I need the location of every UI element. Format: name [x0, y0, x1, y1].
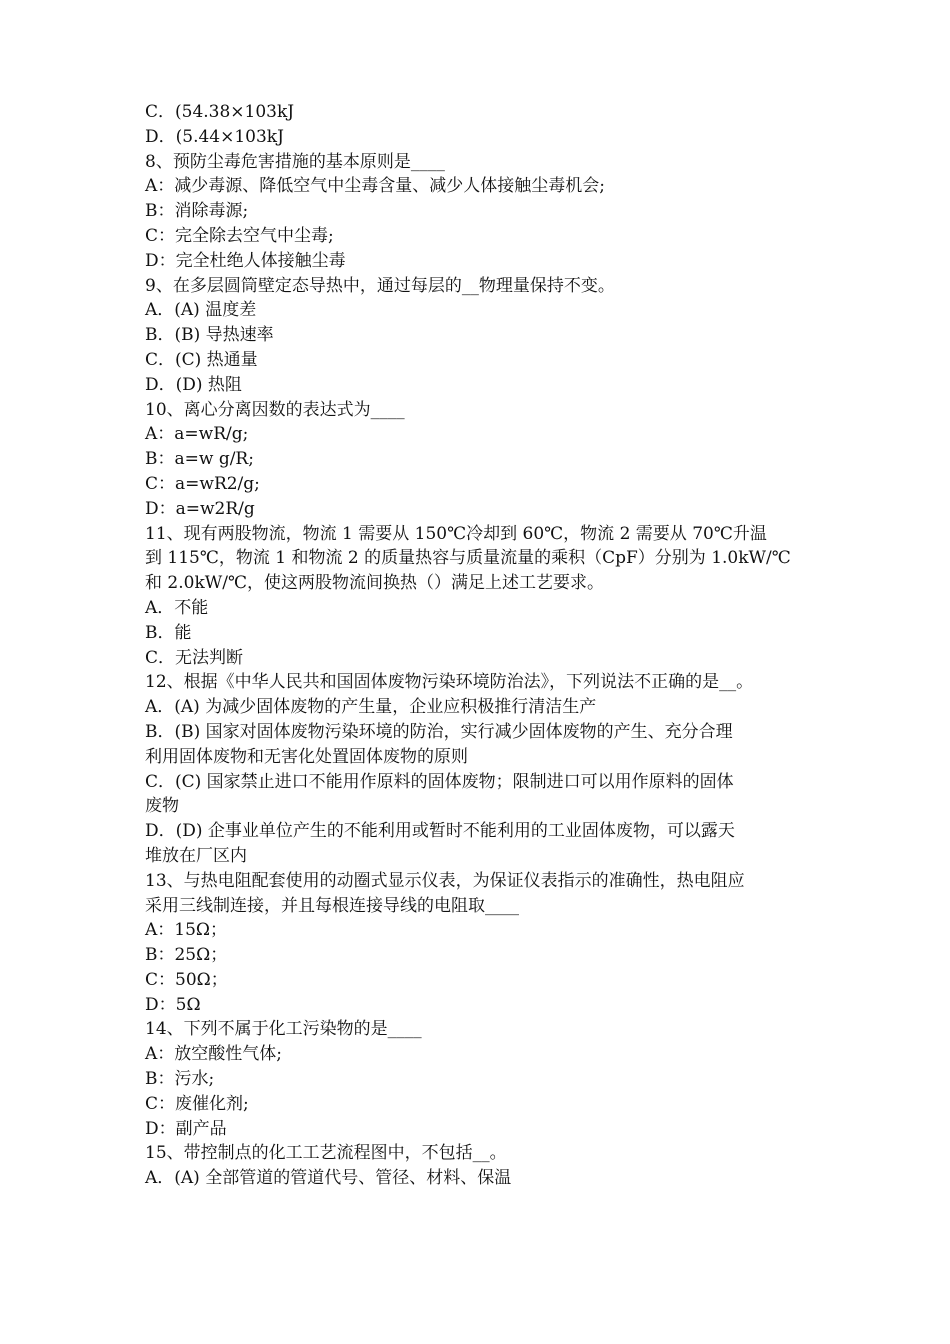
text-line: 和 2.0kW/℃，使这两股物流间换热（）满足上述工艺要求。 [145, 573, 604, 594]
text-line: D：5Ω [145, 994, 201, 1015]
text-line: D：a=w2R/g [145, 498, 255, 519]
text-line: C：50Ω； [145, 969, 228, 990]
text-line: 采用三线制连接，并且每根连接导线的电阻取____ [145, 895, 519, 916]
text-line: 15、带控制点的化工工艺流程图中，不包括__。 [145, 1143, 507, 1164]
text-line: 8、预防尘毒危害措施的基本原则是____ [145, 151, 445, 172]
text-line: C：a=wR2/g; [145, 473, 260, 494]
text-line: C．(54.38×103kJ [145, 102, 295, 122]
text-line: 9、在多层圆筒壁定态导热中，通过每层的__物理量保持不变。 [145, 275, 615, 296]
text-line: C．(C) 国家禁止进口不能用作原料的固体废物；限制进口可以用作原料的固体 [145, 771, 734, 792]
text-line: A：a=wR/g; [145, 424, 249, 445]
text-line: D：副产品 [145, 1118, 227, 1139]
text-line: A．(A) 全部管道的管道代号、管径、材料、保温 [145, 1168, 512, 1189]
text-line: B．(B) 国家对固体废物污染环境的防治，实行减少固体废物的产生、充分合理 [145, 721, 733, 742]
text-line: B．(B) 导热速率 [145, 325, 274, 346]
text-line: B：25Ω； [145, 945, 228, 966]
text-line: C．无法判断 [145, 647, 244, 668]
text-line: 12、根据《中华人民共和国固体废物污染环境防治法》，下列说法不正确的是__。 [145, 672, 754, 693]
text-line: C：完全除去空气中尘毒; [145, 225, 334, 246]
text-line: 废物 [145, 796, 179, 817]
text-line: C．(C) 热通量 [145, 349, 258, 370]
text-line: A．不能 [145, 597, 209, 618]
text-line: B：污水; [145, 1069, 215, 1090]
text-line: D．(D) 热阻 [145, 374, 242, 395]
document-page [145, 100, 807, 1191]
text-line: A：减少毒源、降低空气中尘毒含量、减少人体接触尘毒机会; [145, 176, 606, 197]
text-line: A：放空酸性气体; [145, 1044, 283, 1065]
text-line: 利用固体废物和无害化处置固体废物的原则 [145, 746, 468, 767]
text-line: D：完全杜绝人体接触尘毒 [145, 250, 346, 271]
text-line: B：消除毒源; [145, 201, 249, 222]
text-line: A．(A) 温度差 [145, 300, 257, 321]
text-line: 11、现有两股物流，物流 1 需要从 150℃冷却到 60℃，物流 2 需要从 70℃升温 [145, 523, 767, 544]
text-line: 堆放在厂区内 [145, 845, 247, 866]
text-line: 10、离心分离因数的表达式为____ [145, 399, 405, 420]
text-line: A．(A) 为减少固体废物的产生量，企业应积极推行清洁生产 [145, 697, 597, 718]
text-line: D．(D) 企事业单位产生的不能利用或暂时不能利用的工业固体废物，可以露天 [145, 821, 735, 842]
text-line: 14、下列不属于化工污染物的是____ [145, 1019, 422, 1040]
text-line: 13、与热电阻配套使用的动圈式显示仪表，为保证仪表指示的准确性，热电阻应 [145, 870, 745, 891]
text-line: A：15Ω； [145, 920, 228, 941]
text-line: C：废催化剂; [145, 1093, 249, 1114]
text-line: D．(5.44×103kJ [145, 126, 284, 147]
text-line: B：a=w g/R; [145, 449, 254, 470]
text-line: B．能 [145, 622, 192, 643]
text-line: 到 115℃，物流 1 和物流 2 的质量热容与质量流量的乘积（CpF）分别为 1.0kW/℃ [145, 548, 791, 569]
